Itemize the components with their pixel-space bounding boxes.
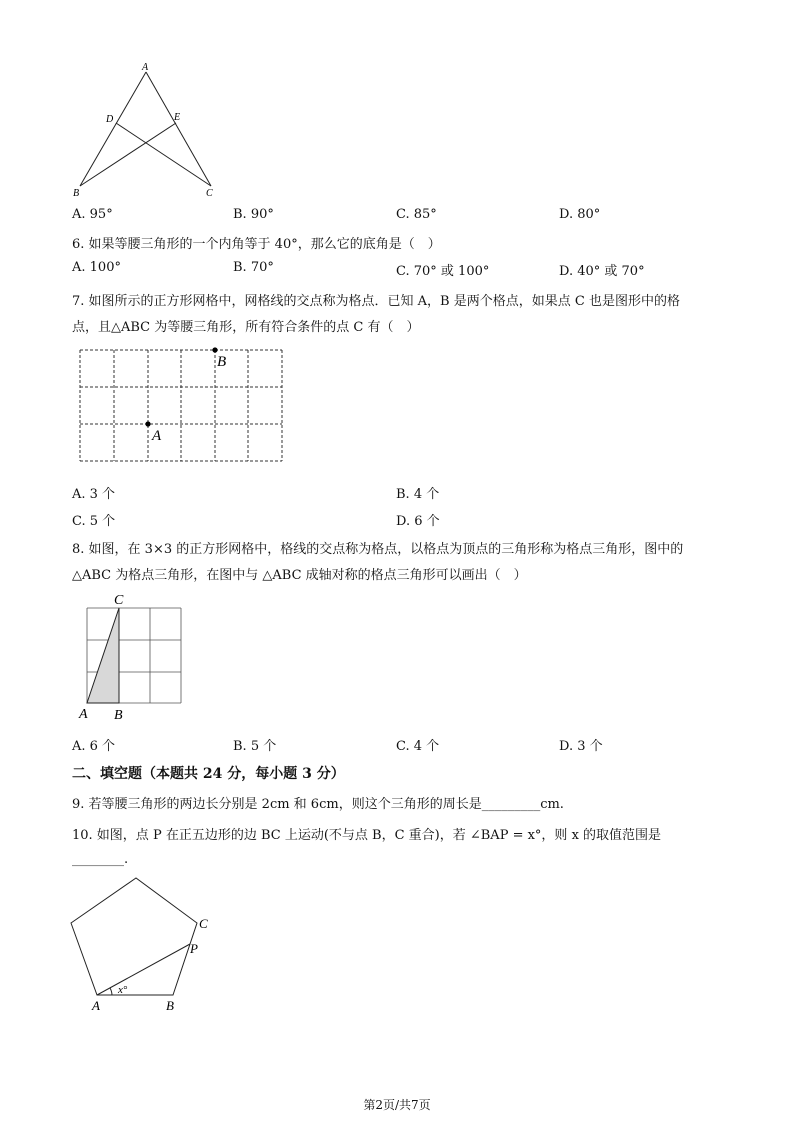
q5-label-b: B bbox=[73, 188, 80, 199]
q10-stem-line1: 10. 如图，点 P 在正五边形的边 BC 上运动(不与点 B，C 重合)，若 ∠BAP = x°，则 x 的取值范围是 bbox=[72, 828, 662, 843]
q5-option-b[interactable]: B. 90° bbox=[233, 207, 274, 222]
q5-option-c[interactable]: C. 85° bbox=[396, 207, 437, 222]
q7-label-a: A bbox=[152, 428, 162, 444]
page-number: 第2页/共7页 bbox=[363, 1098, 431, 1112]
q7-option-d[interactable]: D. 6 个 bbox=[396, 514, 440, 529]
q10-pentagon-figure bbox=[62, 868, 222, 1018]
q6-option-a[interactable]: A. 100° bbox=[72, 260, 121, 275]
q10-label-a: A bbox=[92, 998, 100, 1013]
q8-stem-line2: △ABC 为格点三角形，在图中与 △ABC 成轴对称的格点三角形可以画出（ ） bbox=[72, 568, 527, 583]
q8-label-c: C bbox=[114, 593, 124, 608]
q6-stem: 6. 如果等腰三角形的一个内角等于 40°，那么它的底角是（ ） bbox=[72, 237, 441, 252]
q8-label-a: A bbox=[79, 707, 88, 722]
q5-triangle-figure bbox=[70, 60, 230, 200]
q8-option-d[interactable]: D. 3 个 bbox=[559, 739, 603, 754]
q6-option-b[interactable]: B. 70° bbox=[233, 260, 274, 275]
q7-label-b: B bbox=[217, 354, 227, 370]
q5-option-a[interactable]: A. 95° bbox=[72, 207, 113, 222]
q8-option-a[interactable]: A. 6 个 bbox=[72, 739, 116, 754]
q10-label-c: C bbox=[199, 916, 208, 931]
q7-option-a[interactable]: A. 3 个 bbox=[72, 487, 116, 502]
q5-label-a: A bbox=[142, 62, 149, 73]
q5-label-e: E bbox=[174, 112, 181, 123]
q8-triangle-abc bbox=[87, 608, 119, 703]
q5-label-d: D bbox=[106, 114, 114, 125]
q8-label-b: B bbox=[114, 708, 123, 722]
q10-label-p: P bbox=[190, 941, 198, 956]
q7-stem-line2: 点，且△ABC 为等腰三角形，所有符合条件的点 C 有（ ） bbox=[72, 320, 420, 335]
q9-stem: 9. 若等腰三角形的两边长分别是 2cm 和 6cm，则这个三角形的周长是_________cm. bbox=[72, 797, 564, 812]
section-2-title: 二、填空题（本题共 24 分，每小题 3 分） bbox=[72, 766, 345, 782]
q8-option-c[interactable]: C. 4 个 bbox=[396, 739, 440, 754]
q8-grid-figure bbox=[76, 590, 188, 722]
q10-label-b: B bbox=[166, 998, 174, 1013]
q10-stem-line2: ________. bbox=[72, 852, 129, 867]
q7-point-b bbox=[212, 347, 217, 352]
q7-option-c[interactable]: C. 5 个 bbox=[72, 514, 116, 529]
q8-stem-line1: 8. 如图，在 3×3 的正方形网格中，格线的交点称为格点，以格点为顶点的三角形称为格点三角形，图中的 bbox=[72, 542, 684, 557]
q6-option-d[interactable]: D. 40° 或 70° bbox=[559, 264, 645, 279]
q7-option-b[interactable]: B. 4 个 bbox=[396, 487, 440, 502]
q5-label-c: C bbox=[206, 188, 213, 199]
q5-option-d[interactable]: D. 80° bbox=[559, 207, 601, 222]
q7-point-a bbox=[145, 421, 150, 426]
q8-option-b[interactable]: B. 5 个 bbox=[233, 739, 277, 754]
q7-stem-line1: 7. 如图所示的正方形网格中，网格线的交点称为格点．已知 A，B 是两个格点，如果点 C 也是图形中的格 bbox=[72, 294, 680, 309]
q10-label-x: x° bbox=[118, 984, 128, 996]
q6-option-c[interactable]: C. 70° 或 100° bbox=[396, 264, 490, 279]
q7-grid-figure bbox=[76, 346, 290, 468]
